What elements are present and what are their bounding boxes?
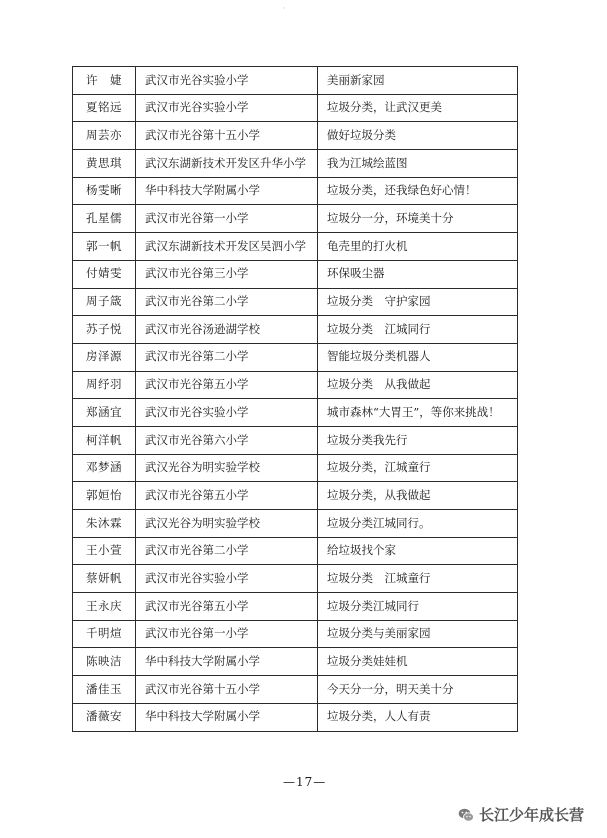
- school-name: 武汉市光谷第二小学: [136, 288, 318, 316]
- watermark: [458, 804, 584, 825]
- work-title: 我为江城绘蓝图: [318, 150, 518, 178]
- work-title: 垃圾分类，让武汉更美: [318, 94, 518, 122]
- school-name: 武汉东湖新技术开发区升华小学: [136, 150, 318, 178]
- awards-table: [72, 66, 518, 732]
- table-row: [73, 676, 518, 704]
- school-name: 武汉市光谷第十五小学: [136, 676, 318, 704]
- work-title: 垃圾分类，人人有责: [318, 703, 518, 731]
- work-title: 垃圾分类我先行: [318, 426, 518, 454]
- school-name: 武汉市光谷第六小学: [136, 426, 318, 454]
- student-name: 孔星儒: [73, 205, 136, 233]
- school-name: 武汉市光谷第一小学: [136, 205, 318, 233]
- school-name: 华中科技大学附属小学: [136, 177, 318, 205]
- table-row: [73, 316, 518, 344]
- school-name: 武汉市光谷第二小学: [136, 537, 318, 565]
- awards-table-body: [73, 67, 518, 732]
- page-number: —17—: [283, 775, 327, 789]
- table-row: [73, 288, 518, 316]
- table-row: [73, 233, 518, 261]
- table-row: [73, 94, 518, 122]
- table-row: [73, 260, 518, 288]
- table-row: [73, 703, 518, 731]
- student-name: 王小萱: [73, 537, 136, 565]
- school-name: 武汉市光谷汤逊湖学校: [136, 316, 318, 344]
- table-row: [73, 122, 518, 150]
- table-row: [73, 399, 518, 427]
- student-name: 陈映洁: [73, 648, 136, 676]
- student-name: 王永庆: [73, 593, 136, 621]
- student-name: 潘佳玉: [73, 676, 136, 704]
- student-name: 周纾羽: [73, 371, 136, 399]
- school-name: 华中科技大学附属小学: [136, 648, 318, 676]
- student-name: 周芸亦: [73, 122, 136, 150]
- student-name: 柯洋帆: [73, 426, 136, 454]
- school-name: 武汉市光谷实验小学: [136, 399, 318, 427]
- student-name: 付婧雯: [73, 260, 136, 288]
- student-name: 苏子悦: [73, 316, 136, 344]
- student-name: 黄思琪: [73, 150, 136, 178]
- watermark-text: 长江少年成长营: [479, 806, 585, 824]
- work-title: 垃圾分类娃娃机: [318, 648, 518, 676]
- work-title: 智能垃圾分类机器人: [318, 343, 518, 371]
- work-title: 城市森林“大胃王”，等你来挑战！: [318, 399, 518, 427]
- student-name: 周子箴: [73, 288, 136, 316]
- student-name: 郭姮怡: [73, 482, 136, 510]
- school-name: 武汉市光谷实验小学: [136, 94, 318, 122]
- table-row: [73, 426, 518, 454]
- table-row: [73, 454, 518, 482]
- work-title: 今天分一分，明天美十分: [318, 676, 518, 704]
- work-title: 环保吸尘器: [318, 260, 518, 288]
- work-title: 垃圾分类 江城同行: [318, 316, 518, 344]
- school-name: 武汉市光谷第三小学: [136, 260, 318, 288]
- work-title: 垃圾分类，江城童行: [318, 454, 518, 482]
- table-row: [73, 620, 518, 648]
- student-name: 朱沐霖: [73, 510, 136, 538]
- school-name: 武汉光谷为明实验学校: [136, 510, 318, 538]
- work-title: 垃圾分类 从我做起: [318, 371, 518, 399]
- table-row: [73, 482, 518, 510]
- work-title: 龟壳里的打火机: [318, 233, 518, 261]
- table-row: [73, 510, 518, 538]
- student-name: 邓梦涵: [73, 454, 136, 482]
- table-row: [73, 67, 518, 95]
- work-title: 做好垃圾分类: [318, 122, 518, 150]
- table-row: [73, 565, 518, 593]
- student-name: 蔡妍帆: [73, 565, 136, 593]
- work-title: 垃圾分一分，环境美十分: [318, 205, 518, 233]
- school-name: 武汉东湖新技术开发区吴泗小学: [136, 233, 318, 261]
- table-row: [73, 343, 518, 371]
- work-title: 给垃圾找个家: [318, 537, 518, 565]
- work-title: 垃圾分类 江城童行: [318, 565, 518, 593]
- work-title: 垃圾分类江城同行: [318, 593, 518, 621]
- school-name: 武汉市光谷实验小学: [136, 67, 318, 95]
- student-name: 郭一帆: [73, 233, 136, 261]
- table-row: [73, 205, 518, 233]
- school-name: 华中科技大学附属小学: [136, 703, 318, 731]
- school-name: 武汉市光谷第一小学: [136, 620, 318, 648]
- table-row: [73, 537, 518, 565]
- table-row: [73, 593, 518, 621]
- school-name: 武汉市光谷第五小学: [136, 482, 318, 510]
- school-name: 武汉光谷为明实验学校: [136, 454, 318, 482]
- scan-mark: ·: [283, 4, 286, 13]
- school-name: 武汉市光谷第五小学: [136, 371, 318, 399]
- student-name: 千明煊: [73, 620, 136, 648]
- school-name: 武汉市光谷第二小学: [136, 343, 318, 371]
- student-name: 郑涵宜: [73, 399, 136, 427]
- school-name: 武汉市光谷实验小学: [136, 565, 318, 593]
- work-title: 垃圾分类江城同行。: [318, 510, 518, 538]
- school-name: 武汉市光谷第十五小学: [136, 122, 318, 150]
- table-row: [73, 371, 518, 399]
- work-title: 垃圾分类与美丽家园: [318, 620, 518, 648]
- table-row: [73, 648, 518, 676]
- student-name: 许 婕: [73, 67, 136, 95]
- table-row: [73, 150, 518, 178]
- work-title: 垃圾分类，从我做起: [318, 482, 518, 510]
- work-title: 美丽新家园: [318, 67, 518, 95]
- wechat-icon: [458, 807, 474, 823]
- table-row: [73, 177, 518, 205]
- work-title: 垃圾分类 守护家园: [318, 288, 518, 316]
- student-name: 房泽源: [73, 343, 136, 371]
- student-name: 杨雯晰: [73, 177, 136, 205]
- student-name: 夏铭远: [73, 94, 136, 122]
- work-title: 垃圾分类，还我绿色好心情！: [318, 177, 518, 205]
- student-name: 潘薇安: [73, 703, 136, 731]
- school-name: 武汉市光谷第五小学: [136, 593, 318, 621]
